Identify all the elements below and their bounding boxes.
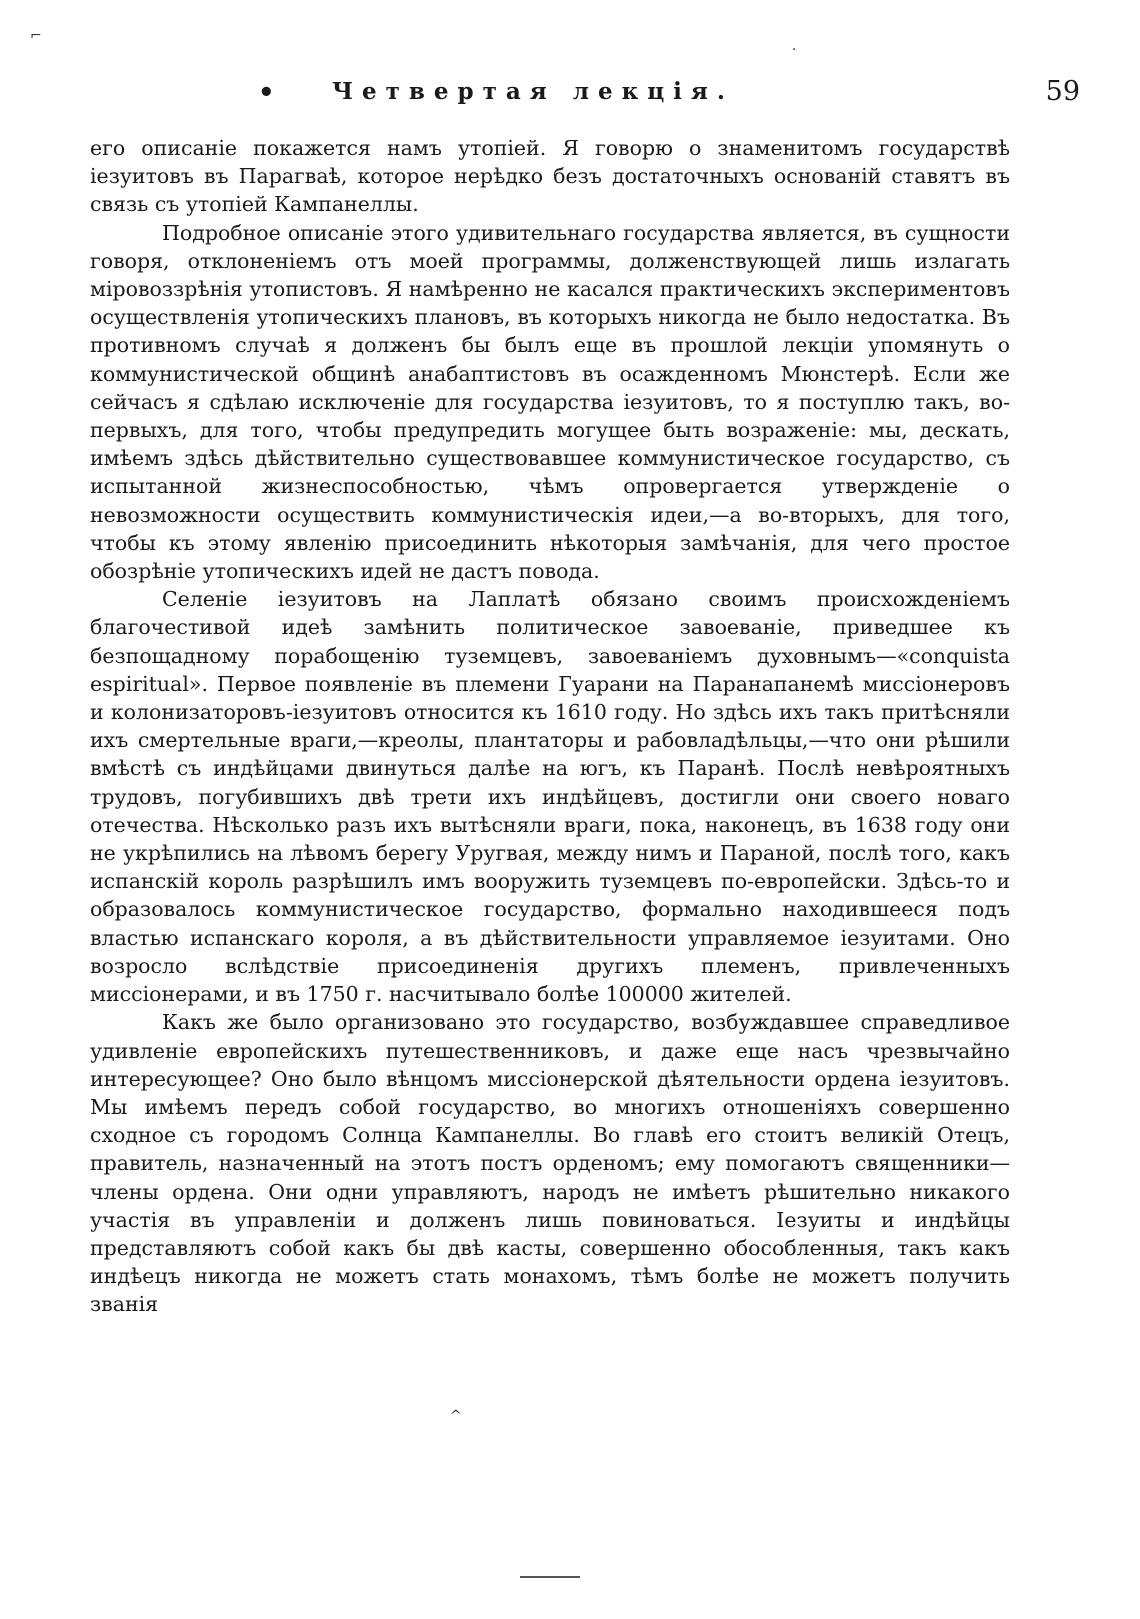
scan-speck: · — [792, 42, 797, 58]
header-marker: • — [258, 78, 275, 108]
scan-speck: ^ — [450, 1408, 462, 1424]
scan-speck: ⌐ — [30, 28, 42, 44]
chapter-title: Четвертая лекція. — [332, 78, 734, 105]
paragraph: Селеніе іезуитовъ на Лаплатѣ обязано своимъ происхожденіемъ благочестивой идеѣ замѣнить политическое завоеваніе, приведшее къ безпощадному порабощенію туземцевъ, завоеваніемъ духовнымъ—«conquista espiritual». Первое появленіе въ племени Гуарани на Паранапанемѣ миссіонеровъ и колонизаторовъ-іезуитовъ относится къ 1610 году. Но здѣсь ихъ такъ притѣсняли ихъ смертельные враги,—креолы, плантаторы и рабовладѣльцы,—что они рѣшили вмѣстѣ съ индѣйцами двинуться далѣе на югъ, къ Паранѣ. Послѣ невѣроятныхъ трудовъ, погубившихъ двѣ трети ихъ индѣйцевъ, достигли они своего новаго отечества. Нѣсколько разъ ихъ вытѣсняли враги, пока, наконецъ, въ 1638 году они не укрѣпились на лѣвомъ берегу Уругвая, между нимъ и Параной, послѣ того, какъ испанскій король разрѣшилъ имъ вооружить туземцевъ по-европейски. Здѣсь-то и образовалось коммунистическое государство, формально находившееся подъ властью испанскаго короля, а въ дѣйствительности управляемое іезуитами. Оно возросло вслѣдствіе присоединенія другихъ племенъ, привлеченныхъ миссіонерами, и въ 1750 г. насчитывало болѣе 100000 жителей. — [90, 587, 1010, 1007]
paragraph: Какъ же было организовано это государство, возбуждавшее справедливое удивленіе европейскихъ путешественниковъ, и даже еще насъ чрезвычайно интересующее? Оно было вѣнцомъ миссіонерской дѣятельности ордена іезуитовъ. Мы имѣемъ передъ собой государство, во многихъ отношеніяхъ совершенно сходное съ городомъ Солнца Кампанеллы. Во главѣ его стоитъ великій Отецъ, правитель, назначенный на этотъ постъ орденомъ; ему помогаютъ священники—члены ордена. Они одни управляютъ, народъ не имѣетъ рѣшительно никакого участія въ управленіи и долженъ лишь повиноваться. Іезуиты и индѣйцы представляютъ собой какъ бы двѣ касты, совершенно обособленныя, такъ какъ индѣецъ никогда не можетъ стать монахомъ, тѣмъ болѣе не можетъ получить званія — [90, 1010, 1010, 1317]
footer-mark — [520, 1576, 580, 1578]
page-number: 59 — [1045, 76, 1080, 107]
paragraph: Подробное описаніе этого удивительнаго государства является, въ сущности говоря, отклоненіемъ отъ моей программы, долженствующей лишь излагать міровоззрѣнія утопистовъ. Я намѣренно не касался практическихъ экспериментовъ осуществленія утопическихъ плановъ, въ которыхъ никогда не было недостатка. Въ противномъ случаѣ я долженъ бы былъ еще въ прошлой лекціи упомянуть о коммунистической общинѣ анабаптистовъ въ осажденномъ Мюнстерѣ. Если же сейчасъ я сдѣлаю исключеніе для государства іезуитовъ, то я поступлю такъ, во-первыхъ, для того, чтобы предупредить могущее быть возраженіе: мы, дескать, имѣемъ здѣсь дѣйствительно существовавшее коммунистическое государство, съ испытанной жизнеспособностью, чѣмъ опровергается утвержденіе о невозможности осуществить коммунистическія идеи,—а во-вторыхъ, для того, чтобы къ этому явленію присоединить нѣкоторыя замѣчанія, для чего простое обозрѣніе утопическихъ идей не дастъ повода. — [90, 220, 1010, 584]
page-body-text — [90, 134, 1010, 1319]
paragraph: его описаніе покажется намъ утопіей. Я говорю о знаменитомъ государствѣ іезуитовъ въ Парагваѣ, которое нерѣдко безъ достаточныхъ основаній ставятъ въ связь съ утопіей Кампанеллы. — [90, 136, 1010, 217]
running-header — [80, 72, 1080, 112]
